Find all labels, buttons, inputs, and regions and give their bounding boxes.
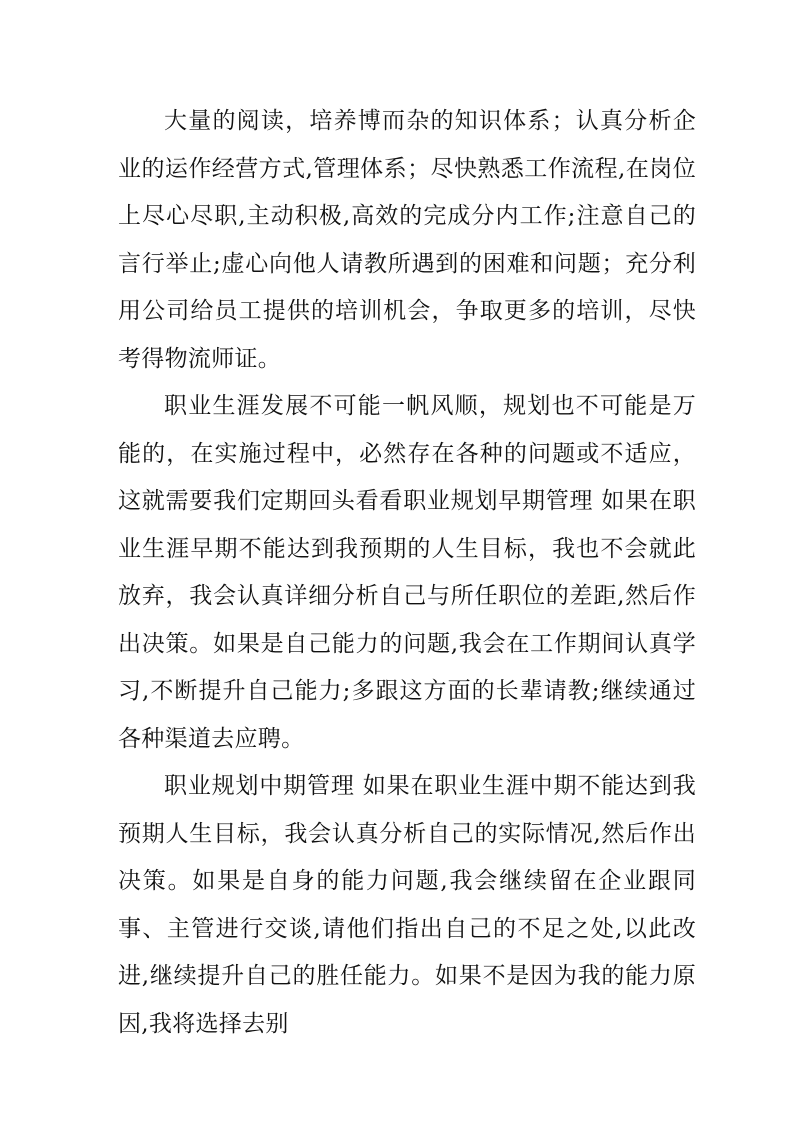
paragraph-2: 职业生涯发展不可能一帆风顺，规划也不可能是万能的，在实施过程中，必然存在各种的问题或不适应，这就需要我们定期回头看看职业规划早期管理 如果在职业生涯早期不能达到我预期的人生目标，我也不会就此放弃，我会认真详细分析自己与所任职位的差距,然后作出决策。如果是自己能力的问题,我会在工作期间认真学习,不断提升自己能力;多跟这方面的长辈请教;继续通过各种渠道去应聘。 (118, 393, 696, 752)
paragraph-1: 大量的阅读，培养博而杂的知识体系；认真分析企业的运作经营方式,管理体系；尽快熟悉工作流程,在岗位上尽心尽职,主动积极,高效的完成分内工作;注意自己的言行举止;虚心向他人请教所遇到的困难和问题；充分利用公司给员工提供的培训机会，争取更多的培训，尽快考得物流师证。 (118, 108, 696, 372)
paragraph-3: 职业规划中期管理 如果在职业生涯中期不能达到我预期人生目标，我会认真分析自己的实际情况,然后作出决策。如果是自身的能力问题,我会继续留在企业跟同事、主管进行交谈,请他们指出自己的不足之处,以此改进,继续提升自己的胜任能力。如果不是因为我的能力原因,我将选择去别 (118, 773, 696, 1037)
document-body (118, 98, 696, 1048)
